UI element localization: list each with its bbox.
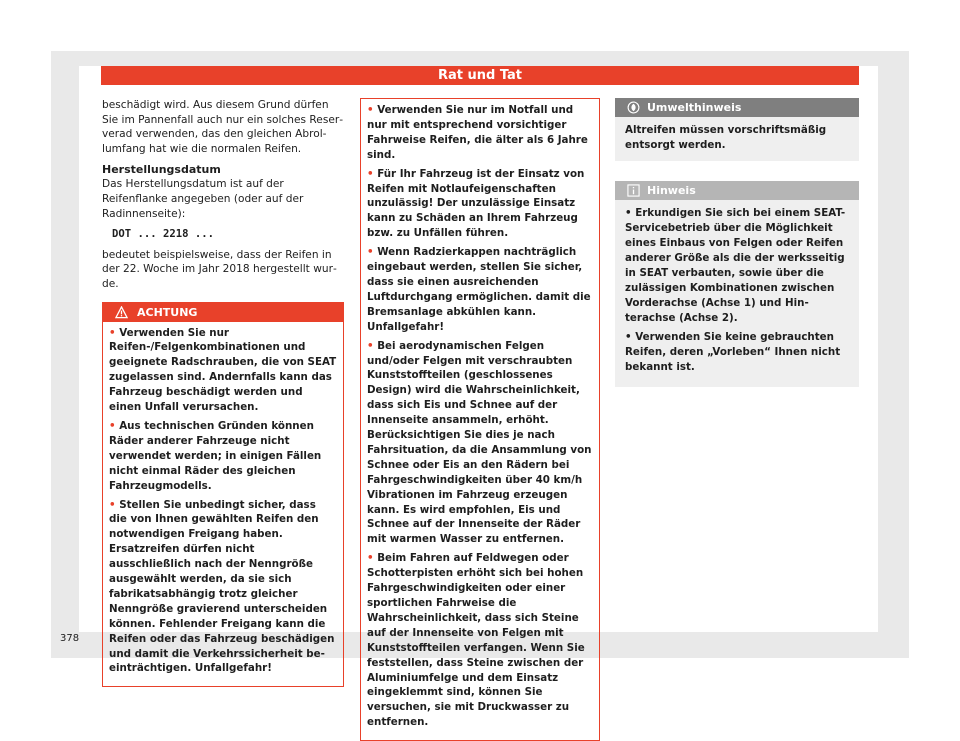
note-header: [615, 181, 859, 200]
section-paragraph: Das Herstellungsdatum ist auf der Reifenflanke angegeben (oder auf der Radinnenseite):: [102, 178, 304, 220]
column-right: [615, 98, 859, 407]
warning-body: [103, 322, 343, 687]
environment-header: [615, 98, 859, 117]
list-item: • Erkundigen Sie sich bei einem SEAT-Servicebetrieb über die Möglichkeit eines Einbaus von Felgen oder Reifen anderer Größe als die der werksseitig in SEAT verbauten, sowie über die zulässigen Kombinationen zwischen Vorderachse (Achse 1) und Hinterachse (Achse 2).: [625, 207, 846, 324]
warning-header: [103, 303, 343, 322]
list-item: • Bei aerodynamischen Felgen und/oder Felgen mit verschraubten Kunststoffteilen (geschlossenes Design) wird die Wahrscheinlichkeit, dass sich Eis und Schnee auf der Innenseite ansammeln, erhöht. Berücksichtigen Sie dies je nach Fahrsituation, da die Ansammlung von Schnee oder Eis an den Rädern bei Fahrgeschwindigkeiten über 40 km/h Vibrationen im Fahrzeug erzeugen kann. Es wird empfohlen, Eis und Schnee auf der Innenseite der Räder mit warmen Wasser zu entfernen.: [367, 339, 592, 546]
intro-paragraph: beschädigt wird. Aus diesem Grund dürfen Sie im Pannenfall auch nur ein solches Reserverad verwenden, das den gleichen Abrollumfang hat wie die normalen Reifen.: [102, 99, 344, 155]
warning-continuation-body: [361, 99, 599, 740]
note-body: [615, 200, 859, 387]
environment-box: [615, 98, 859, 161]
list-item: • Beim Fahren auf Feldwegen oder Schotterpisten erhöht sich bei hohen Fahrgeschwindigkeiten oder einer sportlichen Fahrweise die Wahrscheinlichkeit, dass sich Steine auf der Innenseite von Felgen mit Kunststoffteilen verfangen. Wenn Sie feststellen, dass Steine zwischen der Aluminiumfelge und dem Einsatz eingeklemmt sind, können Sie versuchen, sie mit Druckwasser zu entfernen.: [367, 552, 585, 729]
column-middle: [360, 98, 600, 741]
warning-title: ACHTUNG: [137, 305, 198, 319]
note-title: Hinweis: [647, 184, 696, 197]
section-title: Herstellungsdatum: [102, 163, 221, 177]
warning-continuation-box: [360, 98, 600, 741]
warning-triangle-icon: [115, 306, 128, 319]
list-item: • Aus technischen Gründen können Räder anderer Fahrzeuge nicht verwendet werden; in einigen Fällen nicht einmal Räder des gleichen Fahrzeugmodells.: [109, 419, 322, 492]
list-item: • Verwenden Sie nur im Notfall und nur mit entsprechend vorsichtiger Fahrweise Reifen, die älter als 6 Jahre sind.: [367, 104, 588, 161]
list-item: • Für Ihr Fahrzeug ist der Einsatz von Reifen mit Notlaufeigenschaften unzulässig! Der unzulässige Einsatz kann zu Schäden an Ihrem Fahrzeug bzw. zu Unfällen führen.: [367, 167, 585, 240]
environment-title: Umwelthinweis: [647, 101, 742, 114]
page-number: 378: [60, 633, 80, 644]
leaf-icon: [627, 101, 640, 114]
chapter-header: Rat und Tat: [101, 66, 859, 85]
environment-text: Altreifen müssen vorschriftsmäßig entsorgt werden.: [625, 124, 827, 151]
info-icon: [627, 184, 640, 197]
note-box: [615, 181, 859, 387]
list-item: • Verwenden Sie keine gebrauchten Reifen, deren „Vorleben“ Ihnen nicht bekannt ist.: [625, 331, 841, 373]
list-item: • Stellen Sie unbedingt sicher, dass die von Ihnen gewählten Reifen den notwendigen Freigang haben. Ersatzreifen dürfen nicht ausschließlich nach der Nenngröße ausgewählt werden, da sie sich fabrikatsabhängig trotz gleicher Nenngröße gravierend unterscheiden können. Fehlender Freigang kann die Reifen oder das Fahrzeug beschädigen und damit die Verkehrssicherheit beeinträchtigen. Unfallgefahr!: [109, 498, 335, 675]
list-item: • Wenn Radzierkappen nachträglich eingebaut werden, stellen Sie sicher, dass sie einen ausreichenden Luftdurchgang ermöglichen. damit die Bremsanlage abkühlen kann. Unfallgefahr!: [367, 246, 591, 333]
explanation-paragraph: bedeutet beispielsweise, dass der Reifen in der 22. Woche im Jahr 2018 hergestellt wurde.: [102, 248, 337, 290]
warning-box: [102, 302, 344, 688]
column-left: [102, 98, 344, 687]
dot-code: DOT ... 2218 ...: [112, 228, 215, 241]
list-item: • Verwenden Sie nur Reifen-/Felgenkombinationen und geeignete Radschrauben, die von SEAT zugelassen sind. Andernfalls kann das Fahrzeug beschädigt werden und einen Unfall verursachen.: [109, 326, 337, 414]
